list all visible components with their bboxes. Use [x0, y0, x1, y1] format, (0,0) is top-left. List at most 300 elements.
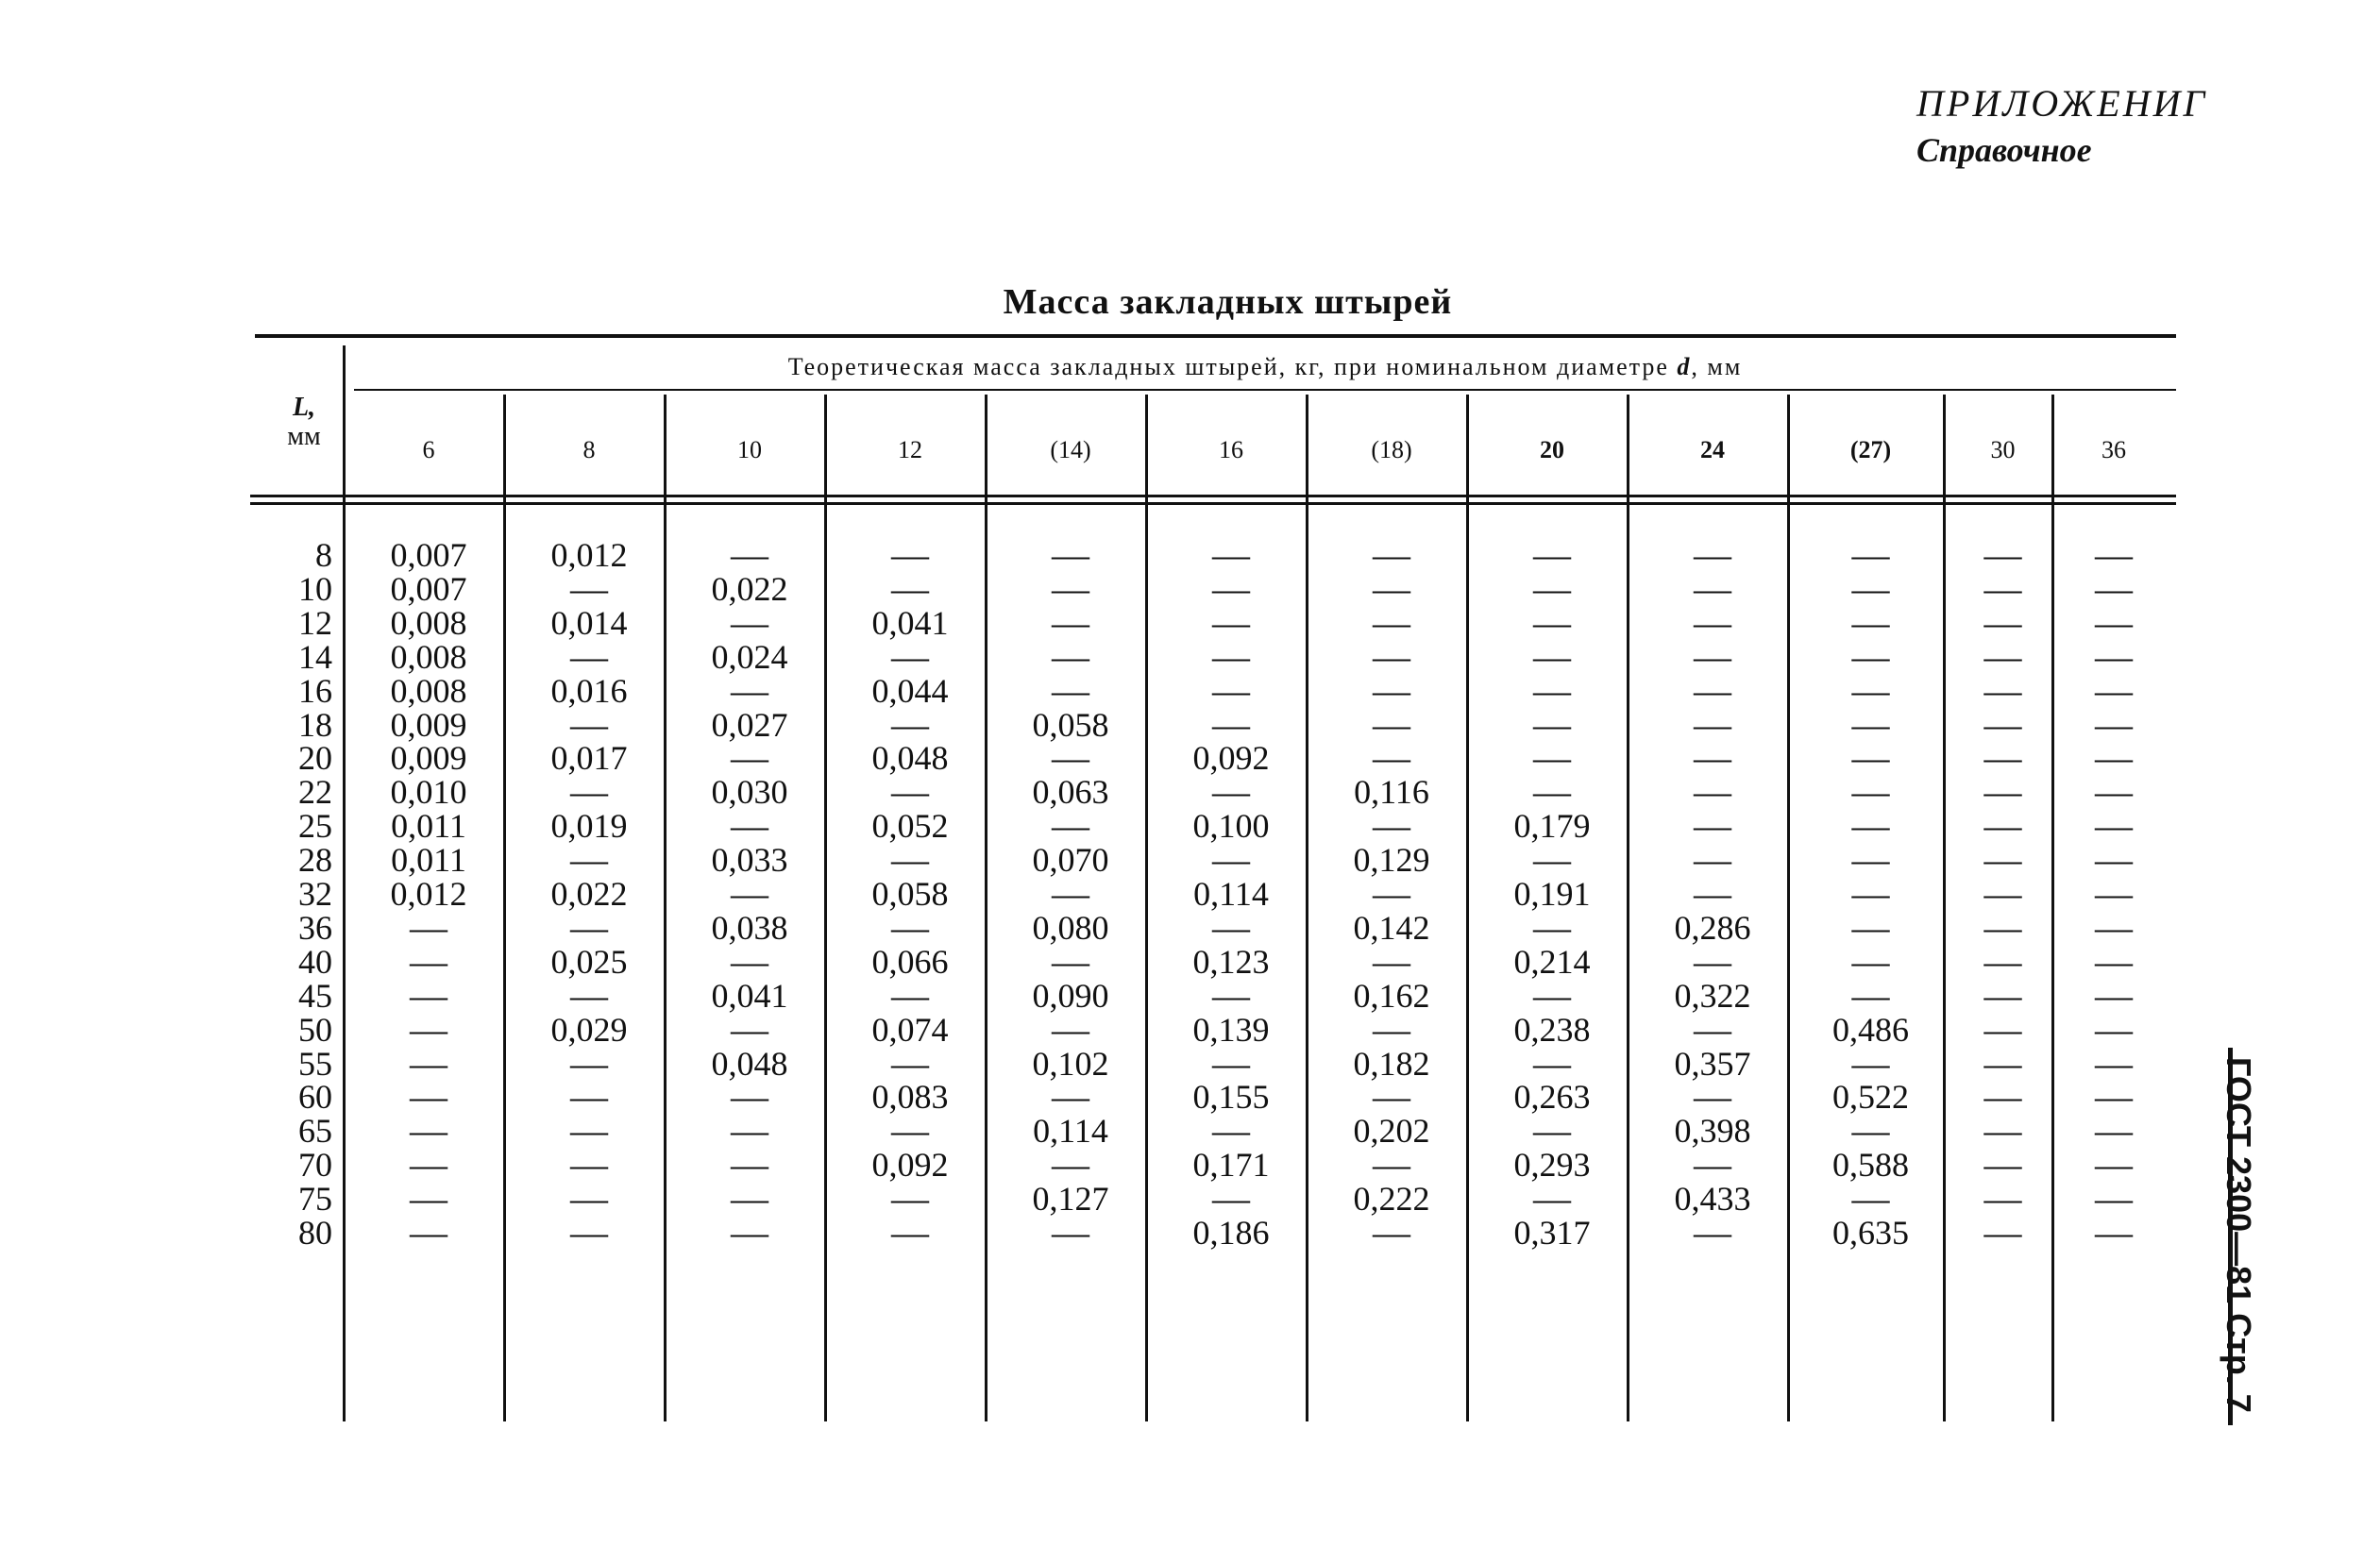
mass-cell: 0,179: [1513, 807, 1591, 845]
mass-cell: 0,635: [1832, 1214, 1909, 1252]
mass-cell: —: [731, 1143, 768, 1185]
mass-cell: —: [1983, 1109, 2022, 1152]
mass-cell: 0,123: [1192, 943, 1270, 981]
mass-cell: —: [731, 601, 768, 644]
column-divider: [343, 345, 346, 1421]
mass-cell: 0,017: [550, 739, 628, 777]
mass-cell: —: [2095, 567, 2133, 610]
mass-cell: 0,090: [1032, 977, 1109, 1015]
mass-cell: —: [2095, 601, 2133, 644]
diameter-header: 6: [422, 436, 435, 463]
mass-cell: —: [1052, 736, 1089, 779]
mass-cell: —: [1694, 635, 1731, 678]
length-value: 12: [298, 604, 332, 642]
mass-cell: —: [1533, 703, 1571, 746]
mass-cell: —: [1694, 703, 1731, 746]
mass-cell: —: [1052, 804, 1089, 847]
mass-cell: —: [1851, 1042, 1890, 1085]
mass-cell: —: [1851, 974, 1890, 1017]
mass-cell: —: [2095, 838, 2133, 881]
mass-cell: 0,007: [390, 570, 467, 608]
length-value: 40: [298, 943, 332, 981]
mass-cell: 0,070: [1032, 841, 1109, 879]
mass-cell: 0,139: [1192, 1011, 1270, 1049]
mass-cell: —: [1373, 1075, 1410, 1118]
mass-cell: 0,286: [1674, 909, 1751, 947]
row-header-label: L,: [292, 393, 316, 422]
mass-cell: —: [1212, 838, 1250, 881]
mass-cell: 0,024: [711, 638, 788, 676]
mass-cell: 0,114: [1193, 875, 1269, 913]
mass-cell: —: [1533, 770, 1571, 813]
mass-cell: —: [570, 635, 608, 678]
mass-cell: —: [570, 770, 608, 813]
mass-cell: —: [1983, 906, 2022, 949]
mass-cell: —: [570, 567, 608, 610]
mass-cell: —: [2095, 770, 2133, 813]
mass-cell: —: [1694, 872, 1731, 915]
mass-cell: —: [1851, 940, 1890, 983]
diameter-header: 12: [898, 436, 922, 463]
mass-cell: —: [891, 533, 929, 576]
mass-cell: —: [1052, 567, 1089, 610]
mass-cell: —: [570, 906, 608, 949]
mass-cell: —: [1983, 770, 2022, 813]
length-value: 8: [315, 536, 332, 574]
length-value: 80: [298, 1214, 332, 1252]
mass-cell: —: [410, 940, 447, 983]
mass-cell: 0,263: [1513, 1078, 1591, 1116]
diameter-header: 20: [1540, 436, 1564, 463]
mass-cell: —: [1052, 635, 1089, 678]
diameter-header: 16: [1219, 436, 1243, 463]
mass-cell: —: [1851, 872, 1890, 915]
mass-cell: —: [1052, 601, 1089, 644]
mass-cell: —: [1851, 533, 1890, 576]
length-value: 14: [298, 638, 332, 676]
mass-cell: 0,019: [550, 807, 628, 845]
mass-cell: 0,293: [1513, 1146, 1591, 1184]
mass-cell: 0,022: [711, 570, 788, 608]
length-value: 22: [298, 773, 332, 811]
mass-cell: —: [1694, 736, 1731, 779]
mass-cell: —: [410, 1042, 447, 1085]
mass-cell: 0,052: [871, 807, 949, 845]
mass-cell: 0,162: [1353, 977, 1430, 1015]
mass-cell: —: [2095, 736, 2133, 779]
mass-cell: —: [2095, 804, 2133, 847]
column-divider: [2051, 395, 2054, 1421]
mass-cell: —: [1373, 567, 1410, 610]
mass-cell: —: [570, 1042, 608, 1085]
mass-cell: —: [1373, 804, 1410, 847]
mass-cell: —: [1694, 838, 1731, 881]
mass-cell: 0,588: [1832, 1146, 1909, 1184]
mass-cell: 0,317: [1513, 1214, 1591, 1252]
mass-cell: —: [1983, 872, 2022, 915]
mass-cell: —: [1851, 567, 1890, 610]
mass-cell: —: [410, 1075, 447, 1118]
mass-cell: —: [1533, 736, 1571, 779]
mass-cell: —: [1533, 906, 1571, 949]
mass-cell: —: [1983, 703, 2022, 746]
mass-cell: 0,182: [1353, 1045, 1430, 1083]
mass-cell: —: [1533, 533, 1571, 576]
mass-cell: —: [2095, 1143, 2133, 1185]
column-divider: [1627, 395, 1629, 1421]
column-divider: [1306, 395, 1308, 1421]
mass-cell: 0,011: [391, 807, 466, 845]
mass-cell: —: [1212, 1042, 1250, 1085]
length-value: 50: [298, 1011, 332, 1049]
mass-cell: —: [1533, 635, 1571, 678]
mass-cell: —: [891, 974, 929, 1017]
mass-cell: —: [1373, 736, 1410, 779]
mass-cell: —: [1533, 669, 1571, 712]
mass-cell: —: [2095, 669, 2133, 712]
mass-cell: —: [1212, 703, 1250, 746]
mass-cell: —: [2095, 940, 2133, 983]
mass-cell: —: [1983, 1042, 2022, 1085]
column-divider: [1943, 395, 1946, 1421]
mass-cell: 0,092: [1192, 739, 1270, 777]
mass-cell: 0,008: [390, 604, 467, 642]
mass-cell: —: [1373, 872, 1410, 915]
mass-cell: 0,014: [550, 604, 628, 642]
mass-cell: 0,322: [1674, 977, 1751, 1015]
mass-cell: —: [1694, 940, 1731, 983]
mass-cell: 0,127: [1032, 1180, 1109, 1218]
mass-cell: —: [891, 1109, 929, 1152]
mass-cell: —: [731, 1211, 768, 1253]
mass-cell: —: [1373, 1143, 1410, 1185]
mass-cell: —: [1694, 601, 1731, 644]
length-value: 70: [298, 1146, 332, 1184]
mass-cell: —: [2095, 1075, 2133, 1118]
mass-cell: —: [891, 567, 929, 610]
length-value: 65: [298, 1112, 332, 1150]
mass-cell: —: [1983, 601, 2022, 644]
mass-cell: —: [1851, 838, 1890, 881]
mass-cell: —: [1373, 635, 1410, 678]
length-value: 18: [298, 706, 332, 744]
mass-cell: —: [1983, 669, 2022, 712]
diameter-header: 30: [1990, 436, 2016, 463]
mass-cell: 0,007: [390, 536, 467, 574]
mass-cell: —: [2095, 635, 2133, 678]
mass-cell: —: [1983, 1211, 2022, 1253]
length-value: 60: [298, 1078, 332, 1116]
mass-cell: —: [1694, 567, 1731, 610]
length-value: 16: [298, 672, 332, 710]
mass-cell: 0,044: [871, 672, 949, 710]
mass-cell: —: [1694, 1211, 1731, 1253]
mass-cell: 0,222: [1353, 1180, 1430, 1218]
mass-cell: 0,022: [550, 875, 628, 913]
mass-cell: —: [1983, 838, 2022, 881]
mass-cell: 0,029: [550, 1011, 628, 1049]
mass-cell: 0,100: [1192, 807, 1270, 845]
length-value: 32: [298, 875, 332, 913]
mass-cell: —: [1212, 601, 1250, 644]
mass-cell: —: [1983, 736, 2022, 779]
column-divider: [1787, 395, 1790, 1421]
mass-cell: —: [410, 906, 447, 949]
mass-cell: —: [731, 533, 768, 576]
mass-cell: —: [731, 872, 768, 915]
mass-cell: —: [2095, 533, 2133, 576]
column-divider: [1466, 395, 1469, 1421]
mass-cell: 0,025: [550, 943, 628, 981]
mass-cell: —: [1212, 635, 1250, 678]
mass-cell: —: [570, 1211, 608, 1253]
diameter-header: 10: [737, 436, 762, 463]
mass-cell: —: [1533, 567, 1571, 610]
mass-cell: —: [731, 1109, 768, 1152]
mass-cell: —: [1983, 635, 2022, 678]
mass-cell: —: [1212, 770, 1250, 813]
column-divider: [503, 395, 506, 1421]
appendix-heading: ПРИЛОЖЕНИГ: [1916, 82, 2208, 125]
mass-cell: —: [1212, 669, 1250, 712]
length-value: 20: [298, 739, 332, 777]
mass-cell: —: [1851, 736, 1890, 779]
mass-cell: —: [1212, 567, 1250, 610]
mass-cell: —: [1373, 1211, 1410, 1253]
mass-cell: —: [891, 770, 929, 813]
row-header-unit: мм: [287, 422, 321, 451]
mass-cell: —: [1983, 1008, 2022, 1051]
mass-cell: —: [1983, 804, 2022, 847]
mass-cell: —: [731, 669, 768, 712]
mass-cell: 0,522: [1832, 1078, 1909, 1116]
mass-cell: 0,048: [871, 739, 949, 777]
mass-cell: —: [1052, 533, 1089, 576]
mass-cell: 0,116: [1354, 773, 1429, 811]
mass-cell: 0,041: [711, 977, 788, 1015]
mass-cell: 0,027: [711, 706, 788, 744]
mass-cell: —: [1052, 940, 1089, 983]
mass-cell: 0,038: [711, 909, 788, 947]
mass-cell: —: [1851, 1177, 1890, 1219]
mass-cell: 0,214: [1513, 943, 1591, 981]
mass-cell: —: [731, 1008, 768, 1051]
mass-cell: —: [1052, 1008, 1089, 1051]
mass-cell: 0,010: [390, 773, 467, 811]
mass-cell: —: [891, 1042, 929, 1085]
mass-cell: —: [891, 703, 929, 746]
length-value: 75: [298, 1180, 332, 1218]
mass-cell: 0,058: [871, 875, 949, 913]
mass-cell: —: [1212, 974, 1250, 1017]
mass-cell: —: [2095, 1109, 2133, 1152]
mass-cell: —: [1694, 804, 1731, 847]
mass-cell: —: [1052, 1211, 1089, 1253]
caption-rule: [354, 389, 2176, 391]
mass-cell: —: [1533, 838, 1571, 881]
length-value: 45: [298, 977, 332, 1015]
mass-cell: 0,357: [1674, 1045, 1751, 1083]
mass-cell: —: [1851, 703, 1890, 746]
column-divider: [824, 395, 827, 1421]
mass-cell: —: [570, 703, 608, 746]
length-value: 25: [298, 807, 332, 845]
appendix-type: Справочное: [1916, 131, 2092, 169]
mass-cell: —: [1533, 1042, 1571, 1085]
mass-cell: —: [1373, 533, 1410, 576]
mass-cell: 0,202: [1353, 1112, 1430, 1150]
mass-cell: —: [2095, 974, 2133, 1017]
mass-cell: —: [1983, 1075, 2022, 1118]
header-rule-1: [250, 495, 2176, 497]
mass-cell: 0,142: [1353, 909, 1430, 947]
mass-cell: 0,114: [1033, 1112, 1108, 1150]
mass-cell: —: [1694, 1075, 1731, 1118]
mass-cell: —: [1373, 703, 1410, 746]
mass-cell: 0,191: [1513, 875, 1591, 913]
mass-cell: —: [570, 1109, 608, 1152]
mass-cell: 0,058: [1032, 706, 1109, 744]
mass-cell: —: [2095, 1177, 2133, 1219]
mass-cell: 0,102: [1032, 1045, 1109, 1083]
mass-cell: —: [1212, 1109, 1250, 1152]
mass-cell: —: [1851, 1109, 1890, 1152]
mass-cell: —: [1212, 906, 1250, 949]
mass-cell: 0,486: [1832, 1011, 1909, 1049]
table-top-rule: [255, 334, 2176, 338]
diameter-header: (14): [1050, 436, 1091, 463]
mass-cell: 0,238: [1513, 1011, 1591, 1049]
mass-cell: —: [1851, 669, 1890, 712]
mass-cell: —: [410, 1109, 447, 1152]
mass-cell: —: [1983, 940, 2022, 983]
mass-cell: —: [570, 974, 608, 1017]
mass-cell: —: [1694, 669, 1731, 712]
mass-cell: 0,171: [1192, 1146, 1270, 1184]
mass-cell: —: [1694, 770, 1731, 813]
diameter-header: 36: [2101, 436, 2126, 463]
mass-cell: 0,012: [550, 536, 628, 574]
mass-cell: —: [410, 1143, 447, 1185]
mass-cell: 0,066: [871, 943, 949, 981]
length-value: 36: [298, 909, 332, 947]
mass-cell: —: [410, 1008, 447, 1051]
mass-cell: —: [1851, 635, 1890, 678]
mass-cell: —: [570, 1075, 608, 1118]
mass-cell: —: [1533, 1177, 1571, 1219]
mass-cell: 0,398: [1674, 1112, 1751, 1150]
mass-cell: —: [891, 838, 929, 881]
mass-cell: —: [731, 804, 768, 847]
mass-cell: —: [1851, 906, 1890, 949]
table-title: Масса закладных штырей: [1003, 282, 1453, 322]
table-caption: Теоретическая масса закладных штырей, кг, при номинальном диаметре d, мм: [787, 353, 1743, 380]
mass-cell: —: [1983, 1143, 2022, 1185]
mass-cell: —: [2095, 872, 2133, 915]
mass-cell: —: [1533, 601, 1571, 644]
mass-cell: —: [1052, 872, 1089, 915]
diameter-header: (18): [1371, 436, 1412, 463]
mass-cell: —: [891, 906, 929, 949]
mass-cell: 0,030: [711, 773, 788, 811]
mass-cell: —: [1851, 804, 1890, 847]
mass-cell: —: [570, 1143, 608, 1185]
mass-cell: —: [891, 635, 929, 678]
mass-cell: —: [1212, 1177, 1250, 1219]
length-value: 55: [298, 1045, 332, 1083]
mass-cell: —: [2095, 906, 2133, 949]
mass-cell: —: [1373, 669, 1410, 712]
mass-cell: 0,083: [871, 1078, 949, 1116]
mass-cell: 0,008: [390, 638, 467, 676]
mass-cell: —: [1373, 1008, 1410, 1051]
mass-cell: —: [1694, 1008, 1731, 1051]
length-value: 10: [298, 570, 332, 608]
mass-cell: —: [2095, 1042, 2133, 1085]
mass-cell: —: [570, 1177, 608, 1219]
mass-cell: —: [1851, 770, 1890, 813]
mass-cell: —: [731, 1075, 768, 1118]
mass-cell: —: [1983, 567, 2022, 610]
mass-cell: —: [2095, 703, 2133, 746]
mass-cell: —: [1052, 1075, 1089, 1118]
mass-cell: 0,074: [871, 1011, 949, 1049]
mass-cell: —: [1694, 1143, 1731, 1185]
mass-cell: —: [1052, 1143, 1089, 1185]
column-divider: [1145, 395, 1148, 1421]
mass-cell: —: [891, 1211, 929, 1253]
mass-cell: —: [2095, 1008, 2133, 1051]
column-divider: [985, 395, 987, 1421]
mass-cell: 0,033: [711, 841, 788, 879]
mass-cell: 0,155: [1192, 1078, 1270, 1116]
mass-cell: 0,092: [871, 1146, 949, 1184]
mass-cell: 0,186: [1192, 1214, 1270, 1252]
mass-cell: —: [1052, 669, 1089, 712]
mass-cell: —: [731, 736, 768, 779]
mass-cell: —: [1533, 1109, 1571, 1152]
mass-cell: —: [731, 1177, 768, 1219]
header-rule-2: [250, 502, 2176, 505]
mass-cell: —: [2095, 1211, 2133, 1253]
mass-cell: 0,009: [390, 739, 467, 777]
mass-cell: —: [1983, 533, 2022, 576]
mass-cell: —: [1212, 533, 1250, 576]
mass-cell: —: [1373, 940, 1410, 983]
mass-cell: 0,011: [391, 841, 466, 879]
mass-cell: —: [731, 940, 768, 983]
mass-cell: 0,008: [390, 672, 467, 710]
diameter-header: (27): [1849, 436, 1892, 463]
mass-cell: —: [1851, 601, 1890, 644]
mass-cell: —: [1983, 1177, 2022, 1219]
mass-cell: 0,016: [550, 672, 628, 710]
mass-cell: —: [1533, 974, 1571, 1017]
mass-cell: 0,009: [390, 706, 467, 744]
mass-cell: —: [1373, 601, 1410, 644]
mass-cell: —: [1694, 533, 1731, 576]
column-divider: [664, 395, 667, 1421]
mass-cell: —: [410, 1177, 447, 1219]
mass-cell: 0,433: [1674, 1180, 1751, 1218]
mass-cell: —: [410, 1211, 447, 1253]
mass-cell: —: [891, 1177, 929, 1219]
mass-cell: 0,041: [871, 604, 949, 642]
mass-cell: 0,048: [711, 1045, 788, 1083]
mass-cell: 0,012: [390, 875, 467, 913]
mass-cell: 0,080: [1032, 909, 1109, 947]
length-value: 28: [298, 841, 332, 879]
